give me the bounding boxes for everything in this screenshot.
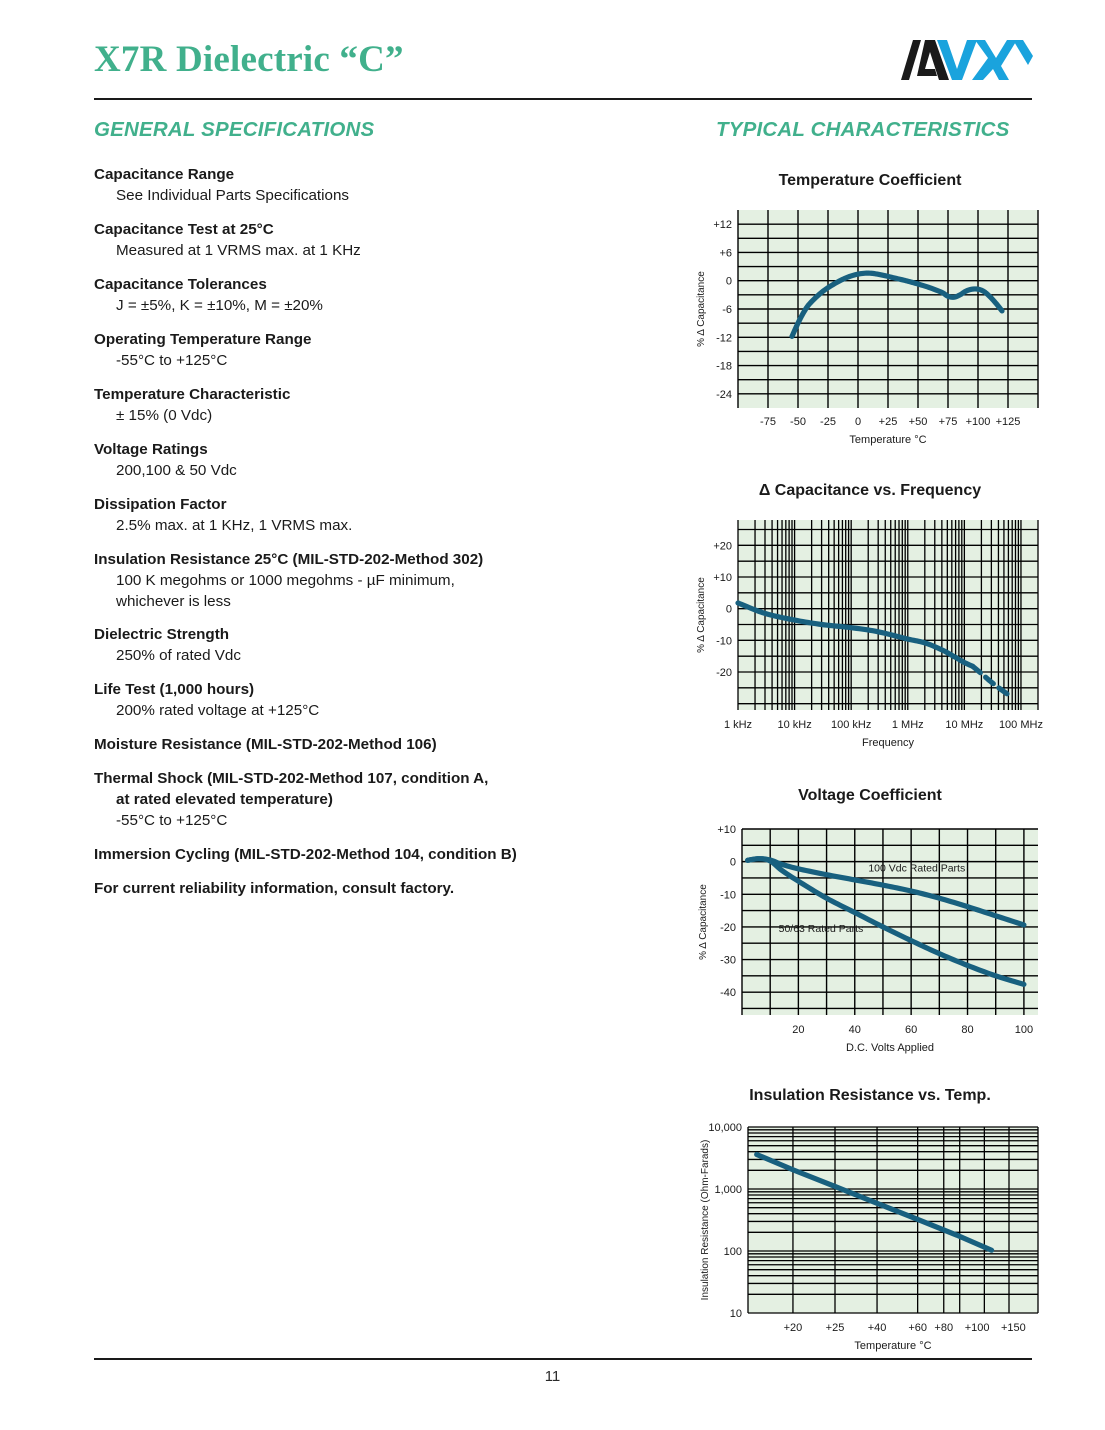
- x-tick-label: 1 kHz: [723, 719, 753, 731]
- y-tick-label: -30: [720, 954, 736, 967]
- x-tick-label: -25: [820, 416, 836, 428]
- spec-term: Insulation Resistance 25°C (MIL-STD-202-Method 302): [94, 550, 484, 568]
- x-tick-label: +20: [783, 1322, 803, 1334]
- curve-annotation: 100 Vdc Rated Parts: [868, 862, 966, 875]
- x-tick-label: 80: [961, 1024, 974, 1036]
- y-tick-label: 0: [729, 856, 736, 869]
- y-tick-label: +10: [713, 572, 732, 584]
- y-tick-label: -12: [716, 332, 732, 345]
- spec-term: Moisture Resistance (MIL-STD-202-Method 106): [94, 736, 437, 754]
- y-tick-label: 100: [723, 1246, 742, 1258]
- spec-term: Operating Temperature Range: [94, 330, 312, 348]
- x-axis-title: Frequency: [862, 737, 914, 749]
- spec-description: ± 15% (0 Vdc): [116, 406, 213, 424]
- chart-title: Voltage Coefficient: [798, 787, 942, 804]
- x-tick-label: 60: [905, 1024, 918, 1036]
- y-tick-label: -18: [716, 360, 732, 373]
- spec-term: Dissipation Factor: [94, 495, 227, 513]
- y-tick-label: +10: [717, 824, 736, 836]
- avx-logo: [895, 36, 1035, 88]
- spec-description: 250% of rated Vdc: [116, 647, 241, 665]
- x-tick-label: 100 kHz: [831, 719, 872, 731]
- spec-item: [94, 769, 594, 832]
- y-tick-label: -10: [720, 889, 736, 902]
- x-tick-label: +40: [867, 1322, 887, 1334]
- curve-annotation: 50/63 Rated Parts: [778, 922, 864, 935]
- footer-divider: [94, 1358, 1032, 1360]
- y-tick-label: +6: [719, 247, 732, 260]
- x-tick-label: -50: [790, 416, 806, 428]
- chart-voltage-coefficient: [690, 787, 1050, 1077]
- spec-term-continued: at rated elevated temperature): [116, 791, 333, 809]
- y-tick-label: -20: [720, 921, 736, 934]
- y-tick-label: 10: [729, 1308, 742, 1320]
- y-axis-title: % Δ Capacitance: [696, 271, 707, 347]
- spec-term: Thermal Shock (MIL-STD-202-Method 107, condition A,: [94, 770, 489, 788]
- spec-item: [94, 879, 594, 900]
- spec-item: [94, 735, 594, 756]
- x-tick-label: 100 MHz: [998, 719, 1043, 731]
- x-tick-label: +150: [1000, 1322, 1026, 1334]
- spec-term: Immersion Cycling (MIL-STD-202-Method 104, condition B): [94, 846, 517, 864]
- x-tick-label: 10 MHz: [945, 719, 984, 731]
- y-tick-label: 0: [725, 603, 732, 616]
- heading-typical-characteristics: TYPICAL CHARACTERISTICS: [716, 118, 1010, 141]
- x-tick-label: 1 MHz: [891, 719, 924, 731]
- page-number: 11: [544, 1368, 561, 1385]
- spec-item: [94, 495, 594, 537]
- y-tick-label: 10,000: [708, 1122, 742, 1134]
- x-tick-label: +25: [878, 416, 898, 428]
- spec-item: [94, 330, 594, 372]
- x-tick-label: +25: [825, 1322, 845, 1334]
- x-tick-label: 20: [792, 1024, 805, 1036]
- x-tick-label: 0: [854, 416, 862, 428]
- spec-description: -55°C to +125°C: [116, 812, 228, 830]
- y-tick-label: -40: [720, 987, 736, 1000]
- spec-item: [94, 550, 594, 613]
- spec-item: [94, 275, 594, 317]
- x-tick-label: +60: [908, 1322, 927, 1334]
- general-specifications-list: [94, 165, 594, 913]
- y-tick-label: 1,000: [714, 1184, 742, 1196]
- y-axis-title: % Δ Capacitance: [696, 577, 707, 653]
- chart-title: Δ Capacitance vs. Frequency: [758, 482, 982, 499]
- spec-description: 200,100 & 50 Vdc: [116, 461, 237, 479]
- x-tick-label: 10 kHz: [777, 719, 812, 731]
- x-tick-label: +125: [995, 416, 1021, 428]
- x-tick-label: +100: [965, 416, 991, 428]
- spec-description: -55°C to +125°C: [116, 351, 228, 369]
- spec-description: whichever is less: [116, 592, 231, 610]
- chart-capacitance-vs-frequency: [690, 482, 1050, 772]
- spec-term: Capacitance Test at 25°C: [94, 220, 274, 238]
- y-tick-label: +20: [713, 540, 732, 553]
- x-tick-label: -75: [760, 416, 776, 428]
- chart-title: Temperature Coefficient: [778, 172, 962, 189]
- y-tick-label: +12: [713, 219, 732, 232]
- spec-item: [94, 845, 594, 866]
- spec-description: Measured at 1 VRMS max. at 1 KHz: [116, 241, 361, 259]
- spec-term: Life Test (1,000 hours): [94, 681, 255, 699]
- spec-term: Temperature Characteristic: [94, 385, 291, 403]
- spec-item: [94, 385, 594, 427]
- spec-term: For current reliability information, consult factory.: [94, 880, 455, 898]
- spec-description: 200% rated voltage at +125°C: [116, 702, 320, 720]
- x-tick-label: 100: [1014, 1024, 1034, 1036]
- spec-term: Capacitance Tolerances: [94, 275, 267, 293]
- x-tick-label: +100: [964, 1322, 990, 1334]
- spec-description: See Individual Parts Specifications: [116, 186, 350, 204]
- x-axis-title: D.C. Volts Applied: [845, 1042, 935, 1054]
- y-tick-label: -20: [716, 667, 732, 679]
- y-tick-label: -24: [716, 388, 732, 401]
- heading-general-specifications: GENERAL SPECIFICATIONS: [94, 118, 375, 141]
- header-divider: [94, 98, 1032, 100]
- spec-description: 100 K megohms or 1000 megohms - µF minimum,: [116, 571, 455, 589]
- spec-item: [94, 440, 594, 482]
- spec-item: [94, 680, 594, 722]
- y-axis-title: % Δ Capacitance: [698, 884, 709, 960]
- y-tick-label: 0: [725, 275, 732, 288]
- y-tick-label: -6: [722, 304, 732, 316]
- x-tick-label: +80: [934, 1322, 954, 1334]
- chart-title: Insulation Resistance vs. Temp.: [749, 1087, 991, 1104]
- spec-item: [94, 220, 594, 262]
- spec-description: 2.5% max. at 1 KHz, 1 VRMS max.: [116, 516, 353, 534]
- x-axis-title: Temperature °C: [849, 434, 927, 446]
- spec-term: Capacitance Range: [94, 166, 235, 183]
- x-tick-label: +50: [908, 416, 928, 428]
- spec-description: J = ±5%, K = ±10%, M = ±20%: [116, 296, 323, 314]
- y-axis-title: Insulation Resistance (Ohm-Farads): [700, 1139, 711, 1301]
- x-tick-label: 40: [848, 1024, 861, 1036]
- chart-insulation-resistance-vs-temp: [690, 1087, 1050, 1377]
- page-title: X7R Dielectric “C”: [94, 39, 404, 80]
- x-tick-label: +75: [938, 416, 958, 428]
- spec-term: Dielectric Strength: [94, 626, 230, 644]
- spec-item: [94, 165, 594, 207]
- spec-term: Voltage Ratings: [94, 440, 208, 458]
- chart-temperature-coefficient: [690, 172, 1050, 465]
- spec-item: [94, 625, 594, 667]
- x-axis-title: Temperature °C: [854, 1340, 932, 1352]
- y-tick-label: -10: [716, 635, 732, 648]
